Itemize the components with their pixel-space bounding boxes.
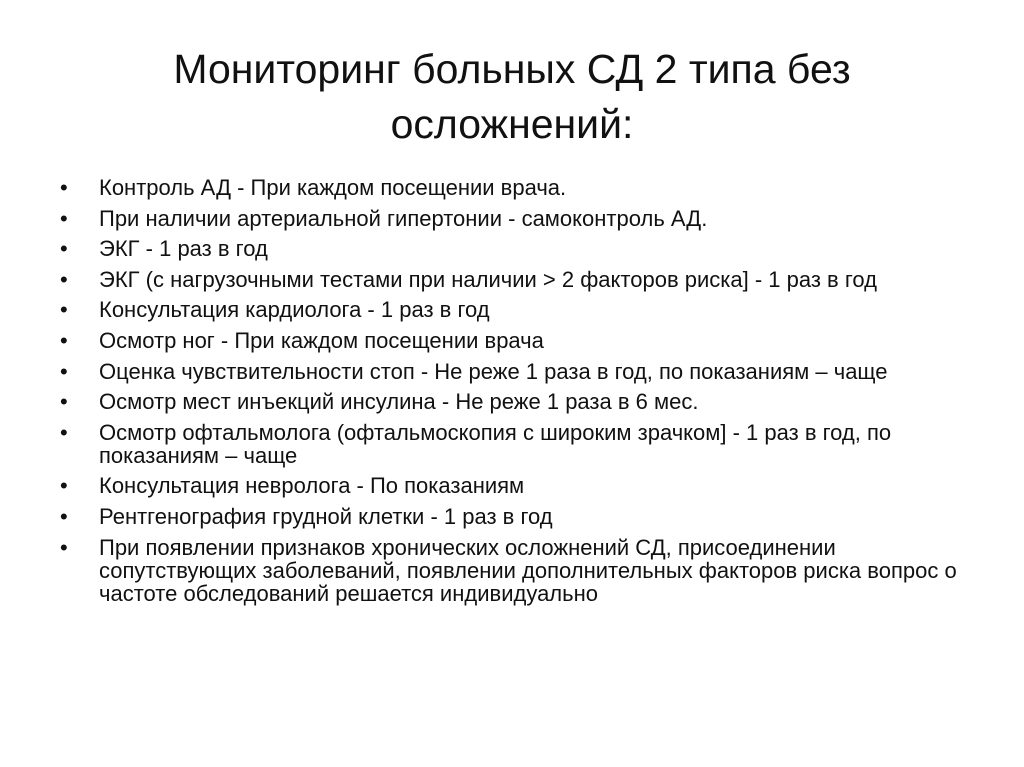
bullet-dot: • [60,503,68,529]
bullet-item-4 [60,268,985,291]
bullet-item-9 [60,421,985,467]
bullet-text-1: Контроль АД - При каждом посещении врача. [99,175,567,200]
bullet-text-10: Консультация невролога - По показаниям [99,473,525,499]
bullet-item-12 [60,536,985,605]
slide-title-line-2: осложнений: [390,101,634,147]
bullet-dot: • [60,266,68,292]
slide-title [60,42,964,152]
bullet-text-9: Осмотр офтальмолога (офтальмоскопия с широким зрачком] - 1 раз в год, по показаниям – чаще [99,419,892,468]
bullet-text-4: ЭКГ (с нагрузочными тестами при наличии > 2 факторов риска] - 1 раз в год [99,266,877,292]
bullet-list [60,176,985,612]
bullet-text-2: При наличии артериальной гипертонии - самоконтроль АД. [99,205,708,231]
bullet-item-2 [60,207,985,230]
bullet-dot: • [60,358,68,384]
bullet-text-11: Рентгенография грудной клетки - 1 раз в год [99,503,553,529]
bullet-dot: • [60,205,68,231]
bullet-text-8: Осмотр мест инъекций инсулина - Не реже 1 раза в 6 мес. [99,389,699,415]
bullet-dot: • [60,389,68,415]
bullet-item-7 [60,360,985,383]
bullet-item-3 [60,237,985,260]
bullet-text-3: ЭКГ - 1 раз в год [99,236,268,262]
bullet-item-5 [60,298,985,321]
slide-title-line-1: Мониторинг больных СД 2 типа без [173,46,851,92]
bullet-text-5: Консультация кардиолога - 1 раз в год [99,297,490,323]
bullet-text-7: Оценка чувствительности стоп - Не реже 1 раза в год, по показаниям – чаще [99,358,888,384]
bullet-dot: • [60,534,68,560]
bullet-dot: • [60,473,68,499]
bullet-item-11 [60,505,985,528]
bullet-item-8 [60,390,985,413]
bullet-dot: • [60,419,68,445]
bullet-item-1 [60,176,985,199]
bullet-dot: • [60,236,68,262]
bullet-dot: • [60,175,68,200]
bullet-text-6: Осмотр ног - При каждом посещении врача [99,327,544,353]
bullet-item-10 [60,474,985,497]
bullet-dot: • [60,297,68,323]
bullet-dot: • [60,327,68,353]
bullet-text-12: При появлении признаков хронических осложнений СД, присоединении сопутствующих заболеваний, появлении дополнительных факторов риска вопрос о частоте обследований решается индивидуально [99,534,957,606]
bullet-item-6 [60,329,985,352]
